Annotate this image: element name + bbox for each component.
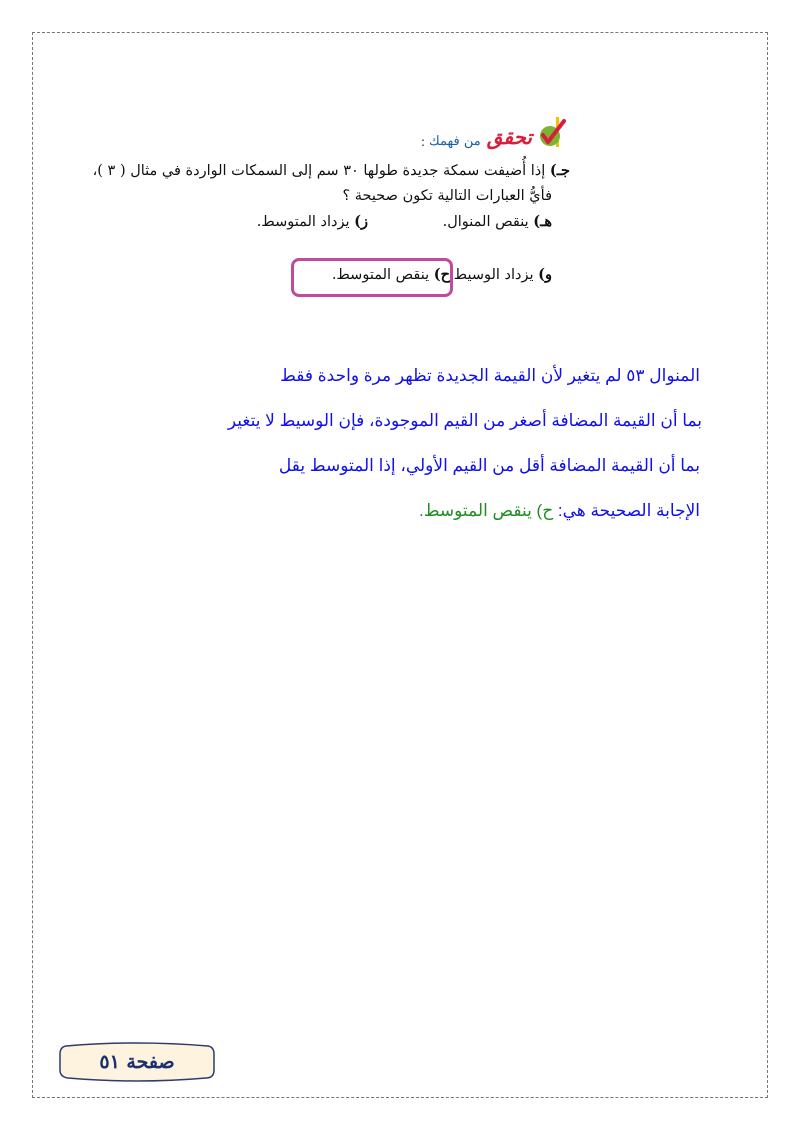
question-line-2: فأيُّ العبارات التالية تكون صحيحة ؟ bbox=[342, 188, 552, 204]
heading-subtitle: من فهمك bbox=[429, 134, 481, 149]
check-mark-icon bbox=[536, 117, 570, 149]
answer-line-1: المنوال ٥٣ لم يتغير لأن القيمة الجديدة تظهر مرة واحدة فقط bbox=[280, 366, 700, 385]
question-text-1: إذا أُضيفت سمكة جديدة طولها ٣٠ سم إلى السمكات الواردة في مثال ( ٣ )، bbox=[92, 163, 546, 179]
option-text: ينقص المنوال. bbox=[442, 214, 529, 230]
correct-option-highlight bbox=[291, 258, 453, 297]
option-z bbox=[257, 213, 368, 230]
option-text: ينقص المتوسط. bbox=[331, 267, 430, 283]
option-letter: ح) bbox=[433, 266, 450, 283]
option-h bbox=[443, 213, 552, 230]
page-number-badge bbox=[58, 1042, 216, 1082]
option-text: يزداد الوسيط. bbox=[449, 267, 534, 283]
heading-colon: : bbox=[421, 135, 426, 149]
option-letter: ز) bbox=[354, 213, 368, 230]
answer-line-2: بما أن القيمة المضافة أصغر من القيم الموجودة، فإن الوسيط لا يتغير bbox=[227, 411, 702, 430]
heading-title: تحقق bbox=[486, 125, 532, 149]
page-number: صفحة ٥١ bbox=[99, 1051, 175, 1073]
correct-answer: ح) ينقص المتوسط. bbox=[419, 501, 554, 520]
question-label: جـ) bbox=[549, 162, 570, 179]
option-text: يزداد المتوسط. bbox=[256, 214, 350, 230]
option-letter: و) bbox=[538, 266, 552, 283]
option-letter: هـ) bbox=[533, 213, 552, 230]
answer-line-4 bbox=[419, 501, 700, 521]
option-w bbox=[449, 266, 552, 283]
question-line-1 bbox=[92, 162, 570, 179]
answer-line-3: بما أن القيمة المضافة أقل من القيم الأولي، إذا المتوسط يقل bbox=[278, 456, 700, 475]
check-understanding-heading bbox=[421, 117, 570, 149]
answer-prefix: الإجابة الصحيحة هي: bbox=[557, 501, 700, 520]
